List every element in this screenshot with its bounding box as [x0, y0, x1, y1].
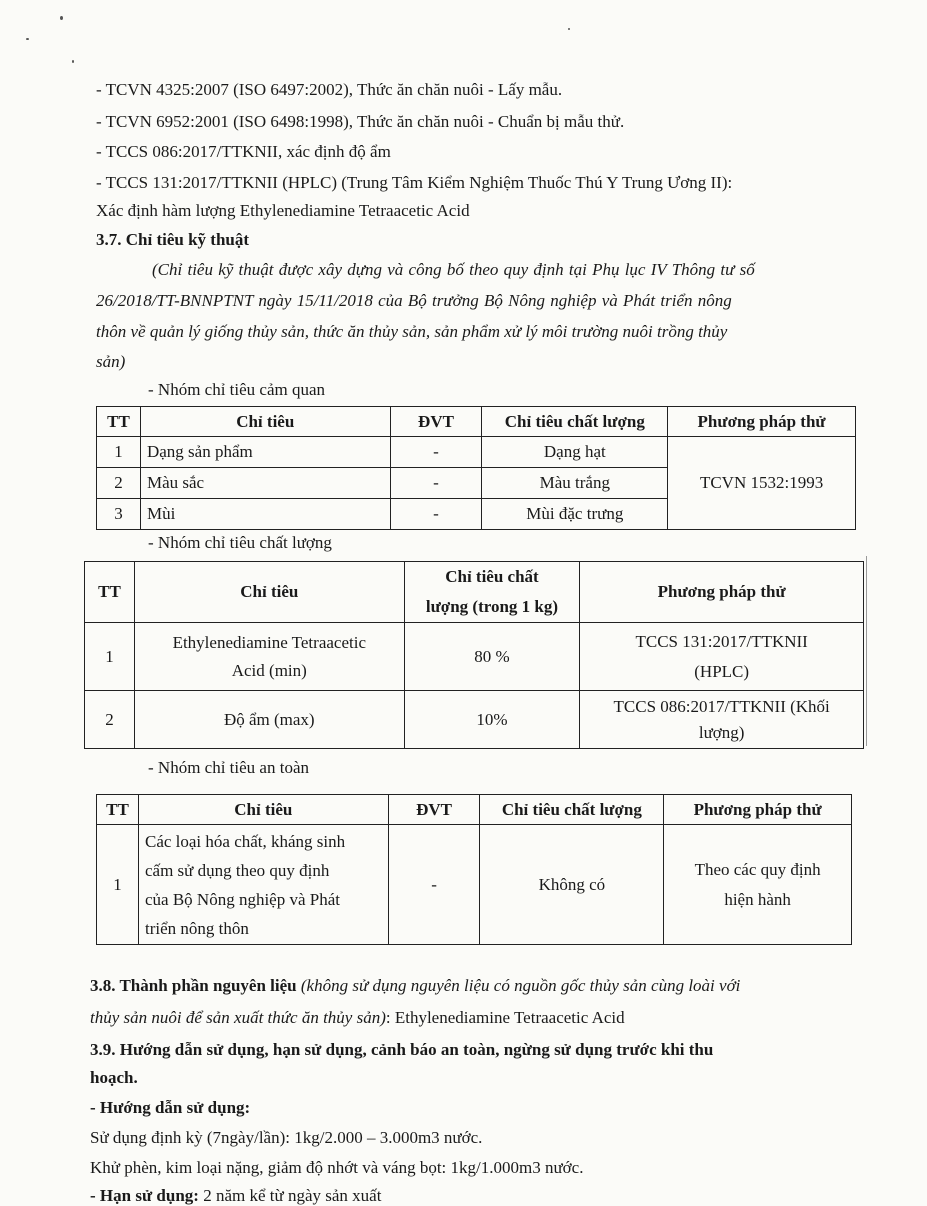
- section-3-9-heading-2: hoạch.: [90, 1068, 138, 1087]
- cell-tt: 3: [97, 499, 141, 530]
- cell-name-line-2: cấm sử dụng theo quy định: [144, 860, 330, 880]
- sensory-table: [96, 406, 856, 530]
- cell-unit: -: [390, 499, 482, 530]
- cell-method-line-2: (HPLC): [694, 661, 750, 681]
- cell-method-line-1: Theo các quy định: [694, 859, 821, 879]
- section-3-8-note-2: thủy sản nuôi để sản xuất thức ăn thủy sản): [90, 1008, 386, 1027]
- cell-value: 80 %: [404, 623, 580, 691]
- expiry-text: 2 năm kể từ ngày sản xuất: [198, 1186, 382, 1205]
- table-row: [85, 623, 864, 691]
- quality-header-value: [404, 562, 580, 623]
- cell-unit: -: [388, 825, 480, 945]
- cell-quality: Không có: [480, 825, 664, 945]
- safety-header-unit: ĐVT: [388, 795, 480, 825]
- cell-method-line-1: TCCS 131:2017/TTKNII: [635, 631, 808, 651]
- cell-method: [580, 623, 864, 691]
- safety-header-tt: TT: [97, 795, 139, 825]
- cell-name-line-3: của Bộ Nông nghiệp và Phát: [144, 889, 340, 909]
- quality-table: [84, 561, 864, 749]
- cell-name-line-4: triển nông thôn: [144, 918, 249, 938]
- cell-method-line-1: TCCS 086:2017/TTKNII (Khối: [613, 696, 830, 716]
- sensory-header-name: Chỉ tiêu: [140, 407, 390, 437]
- usage-line-2: Khử phèn, kim loại nặng, giảm độ nhớt và váng bọt: 1kg/1.000m3 nước.: [90, 1158, 584, 1177]
- sensory-group-label: - Nhóm chỉ tiêu cảm quan: [148, 380, 326, 399]
- cell-value: 10%: [404, 691, 580, 749]
- cell-method-line-2: hiện hành: [724, 889, 791, 909]
- usage-line-1: Sử dụng định kỳ (7ngày/lần): 1kg/2.000 – 3.000m3 nước.: [90, 1128, 483, 1147]
- cell-method: [664, 825, 852, 945]
- cell-name-line-1: Các loại hóa chất, kháng sinh: [144, 831, 346, 851]
- margin-stamp-line: [866, 556, 867, 746]
- ref-line-5: Xác định hàm lượng Ethylenediamine Tetraacetic Acid: [96, 201, 470, 220]
- cell-unit: -: [390, 437, 482, 468]
- cell-name: Màu sắc: [140, 468, 390, 499]
- cell-method: TCVN 1532:1993: [668, 437, 856, 530]
- safety-header-method: Phương pháp thử: [664, 795, 852, 825]
- section-3-7-note-3: thôn về quản lý giống thủy sản, thức ăn thủy sản, sản phẩm xử lý môi trường nuôi trồng thủy: [96, 322, 728, 341]
- cell-quality: Mùi đặc trưng: [482, 499, 668, 530]
- quality-header-value-line-2: lượng (trong 1 kg): [425, 597, 559, 616]
- cell-tt: 2: [97, 468, 141, 499]
- cell-name-line-2: Acid (min): [231, 660, 307, 680]
- section-3-8-line-1: [90, 976, 740, 996]
- sensory-header-method: Phương pháp thử: [668, 407, 856, 437]
- quality-header-method: Phương pháp thử: [580, 562, 864, 623]
- cell-name: Dạng sản phẩm: [140, 437, 390, 468]
- safety-group-label: - Nhóm chỉ tiêu an toàn: [148, 758, 309, 777]
- safety-header-quality: Chỉ tiêu chất lượng: [480, 795, 664, 825]
- sensory-header-tt: TT: [97, 407, 141, 437]
- section-3-7-note-4: sản): [96, 352, 126, 371]
- section-3-9-heading-1: 3.9. Hướng dẫn sử dụng, hạn sử dụng, cảnh báo an toàn, ngừng sử dụng trước khi thu: [90, 1040, 714, 1059]
- cell-quality: Dạng hạt: [482, 437, 668, 468]
- quality-header-name: Chỉ tiêu: [134, 562, 404, 623]
- scan-speck: [72, 60, 74, 63]
- cell-quality: Màu trắng: [482, 468, 668, 499]
- expiry-heading: - Hạn sử dụng:: [90, 1186, 199, 1205]
- section-3-7-note-1: (Chỉ tiêu kỹ thuật được xây dựng và công bố theo quy định tại Phụ lục IV Thông tư số: [152, 260, 755, 279]
- cell-tt: 1: [97, 825, 139, 945]
- table-row: [85, 691, 864, 749]
- cell-tt: 1: [85, 623, 135, 691]
- table-row: [97, 437, 856, 468]
- cell-name: Độ ẩm (max): [134, 691, 404, 749]
- section-3-8-ingredient: : Ethylenediamine Tetraacetic Acid: [385, 1008, 625, 1027]
- section-3-7-note-2: 26/2018/TT-BNNPTNT ngày 15/11/2018 của Bộ trưởng Bộ Nông nghiệp và Phát triển nông: [96, 291, 732, 310]
- section-3-7-heading: 3.7. Chỉ tiêu kỹ thuật: [96, 230, 250, 249]
- cell-method: [580, 691, 864, 749]
- ref-line-1: - TCVN 4325:2007 (ISO 6497:2002), Thức ăn chăn nuôi - Lấy mẫu.: [96, 80, 563, 99]
- cell-tt: 1: [97, 437, 141, 468]
- scan-speck: [26, 38, 29, 40]
- section-3-8-note-1: (không sử dụng nguyên liệu có nguồn gốc thủy sản cùng loài với: [300, 976, 741, 995]
- table-row: [97, 825, 852, 945]
- cell-method-line-2: lượng): [698, 722, 745, 742]
- cell-name: [138, 825, 388, 945]
- cell-unit: -: [390, 468, 482, 499]
- scan-speck: [568, 28, 570, 30]
- cell-name: Mùi: [140, 499, 390, 530]
- scan-speck: [60, 16, 63, 20]
- sensory-header-quality: Chỉ tiêu chất lượng: [482, 407, 668, 437]
- quality-group-label: - Nhóm chỉ tiêu chất lượng: [148, 533, 332, 552]
- quality-header-value-line-1: Chỉ tiêu chất: [445, 567, 539, 586]
- section-3-8-heading: 3.8. Thành phần nguyên liệu: [90, 976, 297, 995]
- cell-tt: 2: [85, 691, 135, 749]
- ref-line-2: - TCVN 6952:2001 (ISO 6498:1998), Thức ăn chăn nuôi - Chuẩn bị mẫu thử.: [96, 112, 625, 131]
- usage-heading: - Hướng dẫn sử dụng:: [90, 1098, 251, 1117]
- ref-line-3: - TCCS 086:2017/TTKNII, xác định độ ẩm: [96, 142, 391, 161]
- cell-name: [134, 623, 404, 691]
- section-3-8-line-2: [90, 1008, 625, 1028]
- safety-header-name: Chỉ tiêu: [138, 795, 388, 825]
- safety-table: [96, 794, 852, 945]
- ref-line-4: - TCCS 131:2017/TTKNII (HPLC) (Trung Tâm Kiểm Nghiệm Thuốc Thú Y Trung Ương II):: [96, 173, 733, 192]
- expiry-line: [90, 1186, 381, 1206]
- quality-header-tt: TT: [85, 562, 135, 623]
- sensory-header-unit: ĐVT: [390, 407, 482, 437]
- cell-name-line-1: Ethylenediamine Tetraacetic: [172, 632, 366, 652]
